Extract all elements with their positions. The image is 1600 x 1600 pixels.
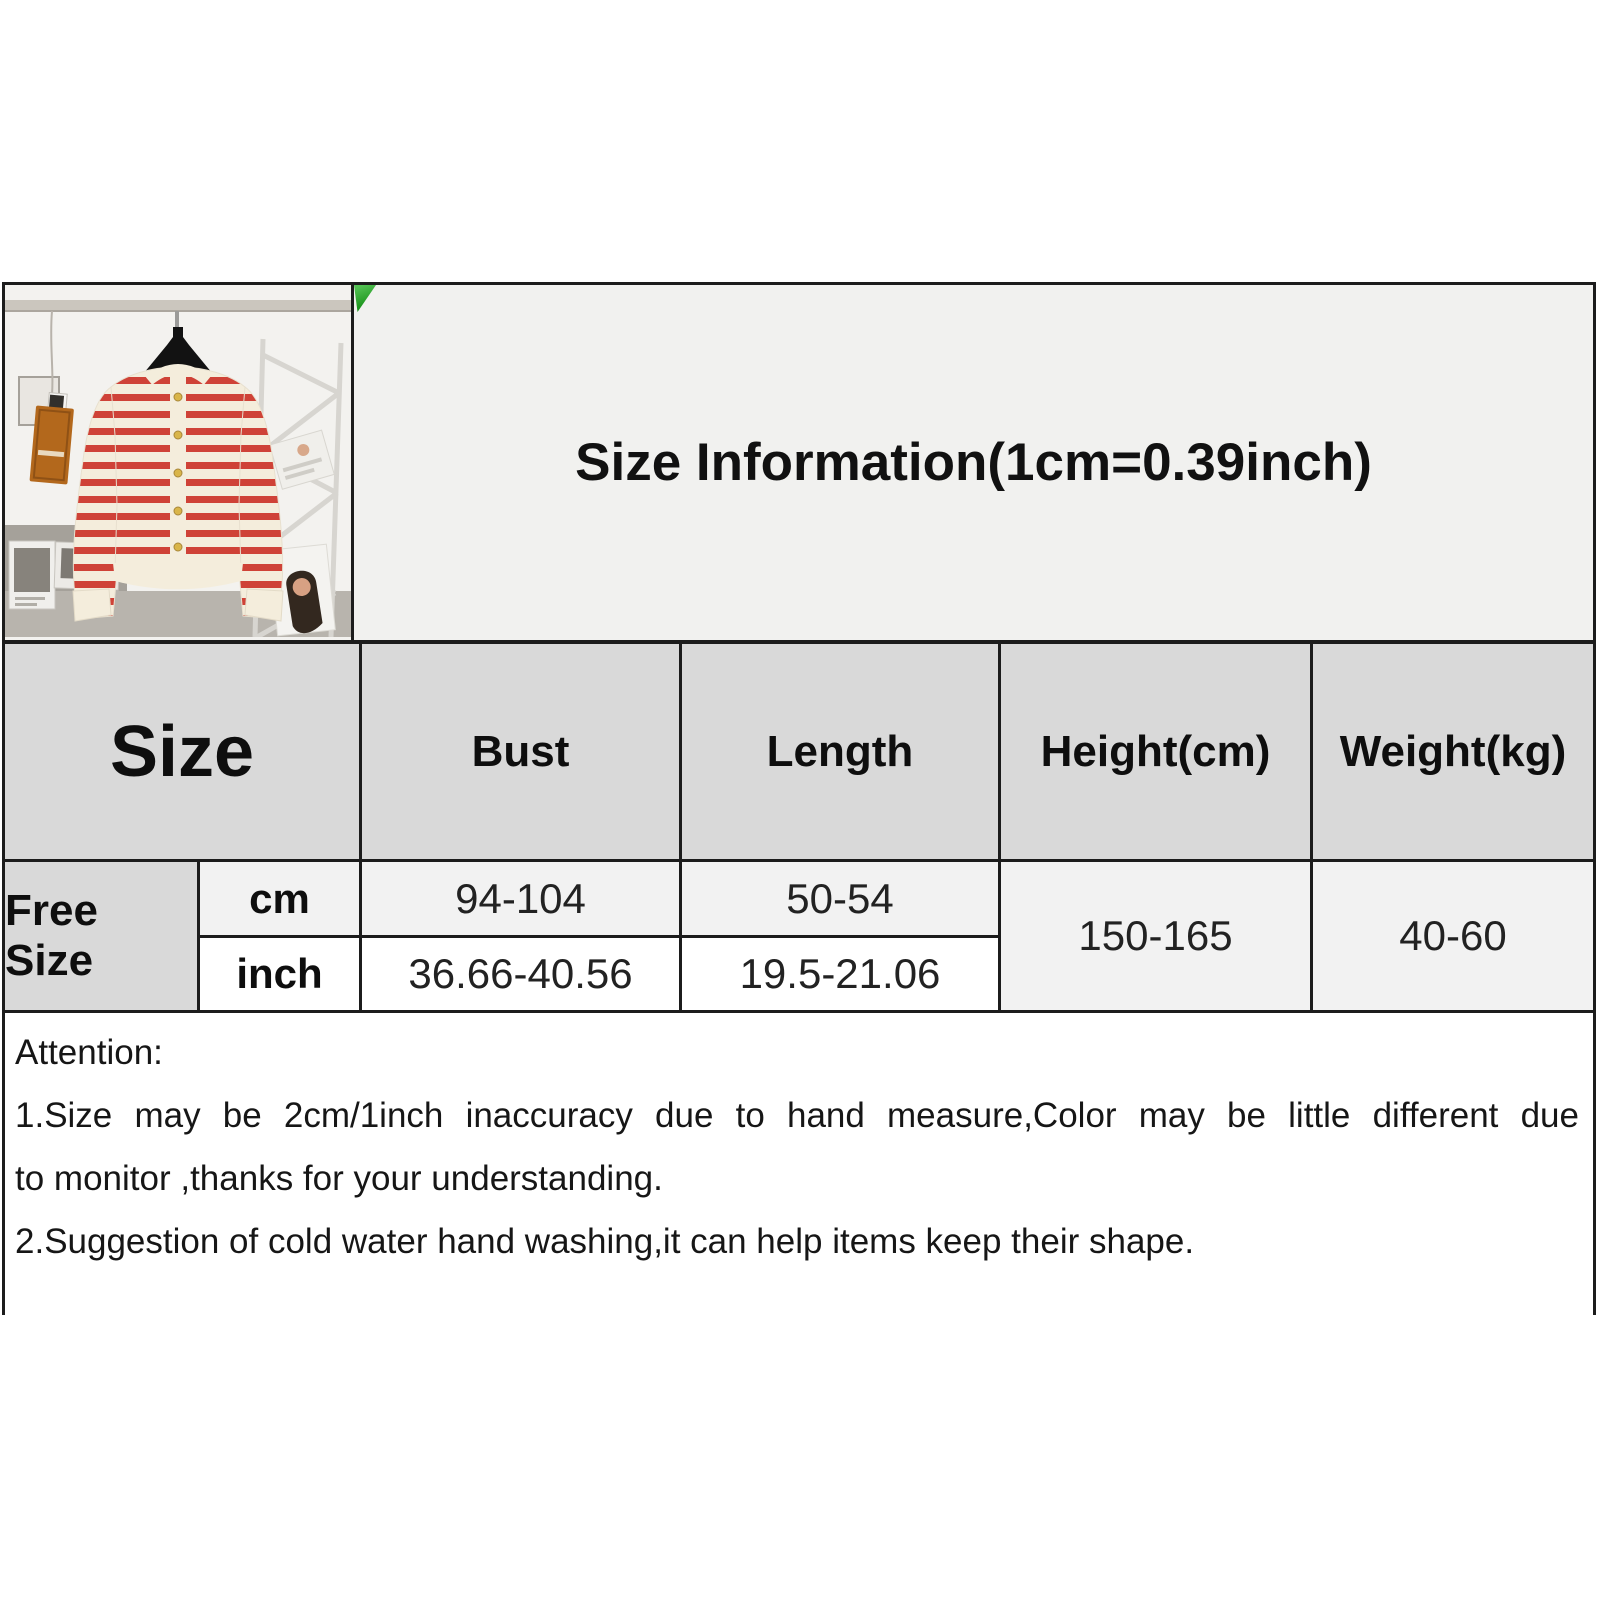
title-row [5, 285, 1593, 644]
column-header-bust: Bust [362, 644, 682, 859]
title-cell [354, 285, 1593, 640]
attention-section [5, 1013, 1593, 1316]
column-header-height: Height(cm) [1001, 644, 1313, 859]
page-title: Size Information(1cm=0.39inch) [575, 433, 1372, 492]
bust-cm-value: 94-104 [362, 862, 682, 938]
attention-heading: Attention: [15, 1033, 163, 1072]
left-cuff [73, 589, 111, 621]
unit-label-cm: cm [200, 862, 362, 938]
attention-note-1-line-1: 1.Size may be 2cm/1inch inaccuracy due to hand measure,Color may be little different due [15, 1096, 1579, 1135]
striped-cardigan [73, 367, 283, 621]
weight-value-cell: 40-60 [1313, 862, 1593, 1010]
bust-inch-value: 36.66-40.56 [362, 938, 682, 1010]
product-photo-illustration [5, 285, 351, 637]
green-corner-flag-icon [354, 285, 376, 312]
column-header-weight: Weight(kg) [1339, 726, 1567, 776]
size-value-cell: Free Size [5, 862, 200, 1010]
unit-label-inch: inch [200, 938, 362, 1010]
attention-note-1-line-2: to monitor ,thanks for your understanding. [15, 1159, 663, 1198]
measurement-rows [5, 862, 1593, 1013]
size-information-table [2, 282, 1596, 1315]
table-header-row [5, 644, 1593, 862]
height-value-cell: 150-165 [1001, 862, 1313, 1010]
hanging-cord [51, 311, 52, 405]
column-header-length: Length [682, 644, 1001, 859]
attention-note-2: 2.Suggestion of cold water hand washing,it can help items keep their shape. [15, 1222, 1195, 1261]
length-inch-value: 19.5-21.06 [682, 938, 1001, 1010]
clothes-rail [5, 300, 351, 311]
product-photo [5, 285, 354, 640]
column-header-size: Size [5, 644, 362, 859]
right-cuff [245, 589, 283, 621]
length-cm-value: 50-54 [682, 862, 1001, 938]
